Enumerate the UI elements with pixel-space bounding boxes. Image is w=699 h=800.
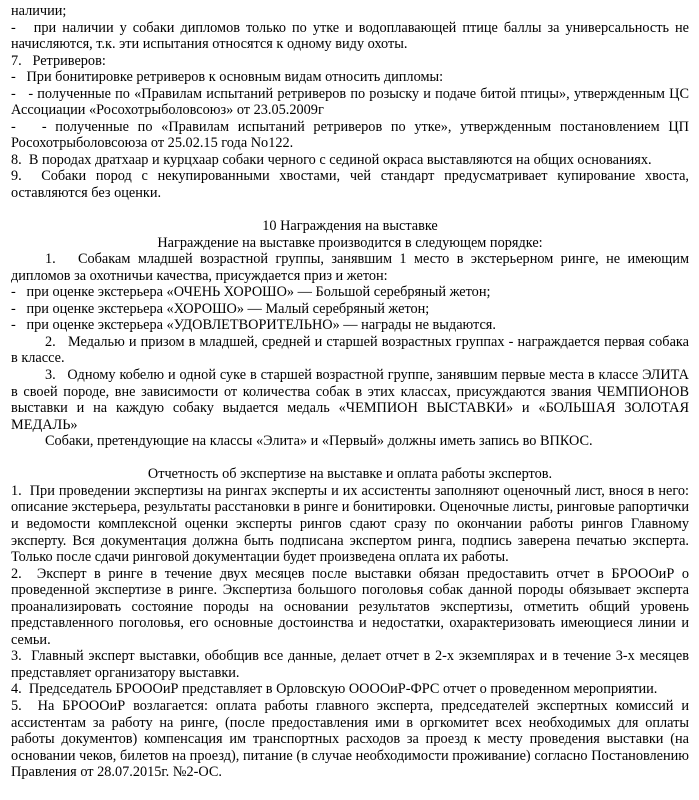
reporting-item-3: 3. Главный эксперт выставки, обобщив все данные, делает отчет в 2-х экземплярах и в течение 3-х месяцев представляет организатору выставки. — [11, 648, 689, 681]
reporting-item-1: 1. При проведении экспертизы на рингах эксперты и их ассистенты заполняют оценочный лист, внося в него: описание экстерьера, результаты расстановки в ринге и бонитировки. Оценочные листы, ринговые рапортички и ведомости комплексной оценки эксперты рингов сдают сразу по окончании работы рингов Главному эксперту. Вся документация должна быть подписана экспертом ринга, подпись заверена печатью эксперта. Только после сдачи ринговой документации будет произведена оплата их работы. — [11, 482, 689, 566]
list-item-dash-duck-diplomas: - при наличии у собаки дипломов только по утке и водоплавающей птице баллы за универсальность не начисляются, т.к. эти испытания относятся к одному виду охоты. — [11, 19, 689, 53]
award-dash-good: - при оценке экстерьера «ХОРОШО» — Малый серебряный жетон; — [11, 300, 430, 317]
list-item-dash-bonitation: - При бонитировке ретриверов к основным видам относить дипломы: — [11, 69, 444, 86]
section-title-awards: 10 Награждения на выставке — [262, 218, 438, 235]
section-title-reporting: Отчетность об экспертизе на выставке и оплата работы экспертов. — [147, 466, 553, 483]
reporting-item-5: 5. На БРОООиР возлагается: оплата работы главного эксперта, председателей экспертных комиссий и ассистентам за работу на ринге, (после предоставления ими в оргкомитет всех необходимых для оплаты работы документов) компенсация им транспортных расходов за проезд к месту проведения выставки (на основании чеков, билетов на проезд), питание (в случае необходимости проживание) согласно Постановлению Правления от 28.07.2015г. №2-ОС. — [11, 697, 689, 781]
blank-line — [11, 450, 689, 467]
list-item-dash-rules-search: - - полученные по «Правилам испытаний ретриверов по розыску и подаче битой птицы», утвержденным ЦС Ассоциации «Росохотрыболовсоюз» от 23.05.2009г — [11, 85, 689, 119]
award-dash-satisfactory: - при оценке экстерьера «УДОВЛЕТВОРИТЕЛЬНО» — награды не выдаются. — [11, 317, 496, 334]
section-subtitle-awards: Награждение на выставке производится в следующем порядке: — [157, 234, 543, 251]
paragraph-continuation: наличии; — [11, 3, 67, 19]
award-item-3: 3. Одному кобелю и одной суке в старшей возрастной группе, занявшим первые места в классе ЭЛИТА в своей породе, вне зависимости от количества собак в этих классах, присуждаются звания ЧЕМПИОНОВ выставки и на каждую собаку выдается медаль «ЧЕМПИОН ВЫСТАВКИ» и «БОЛЬШАЯ ЗОЛОТАЯ МЕДАЛЬ» — [11, 367, 689, 433]
paragraph-vpkos-note: Собаки, претендующие на классы «Элита» и «Первый» должны иметь запись во ВПКОС. — [45, 433, 593, 450]
blank-line — [11, 202, 689, 219]
award-dash-very-good: - при оценке экстерьера «ОЧЕНЬ ХОРОШО» — Большой серебряный жетон; — [11, 284, 491, 301]
reporting-item-2: 2. Эксперт в ринге в течение двух месяцев после выставки обязан предоставить отчет в БРОООиР о проведенной экспертизе в ринге. Экспертиза большого поголовья собак данной породы обязывает эксперта проанализировать состояние породы на основании результатов экспертизы, отметить общий уровень представленного поголовья, его основные достоинства и недостатки, охарактеризовать имеющиеся линии и семьи. — [11, 565, 689, 648]
award-item-2: 2. Медалью и призом в младшей, средней и старшей возрастных группах - награждается первая собака в классе. — [11, 333, 689, 367]
list-item-9-tails: 9. Собаки пород с некупированными хвостами, чей стандарт предусматривает купирование хвоста, оставляются без оценки. — [11, 168, 689, 202]
reporting-item-4: 4. Председатель БРОООиР представляет в Орловскую ООООиР-ФРС отчет о проведенном мероприятии. — [11, 681, 658, 698]
list-item-8-breeds: 8. В породах дратхаар и курцхаар собаки черного с сединой окраса выставляются на общих основаниях. — [11, 151, 652, 168]
list-item-7-retrievers: 7. Ретриверов: — [11, 52, 106, 69]
award-item-1: 1. Собакам младшей возрастной группы, занявшим 1 место в экстерьерном ринге, не имеющим дипломов за охотничьи качества, присуждается приз и жетон: — [11, 251, 689, 284]
list-item-dash-rules-duck: - - полученные по «Правилам испытаний ретриверов по утке», утвержденным постановлением ЦП Росохотрыболовсоюза от 25.02.15 года No122. — [11, 118, 689, 152]
